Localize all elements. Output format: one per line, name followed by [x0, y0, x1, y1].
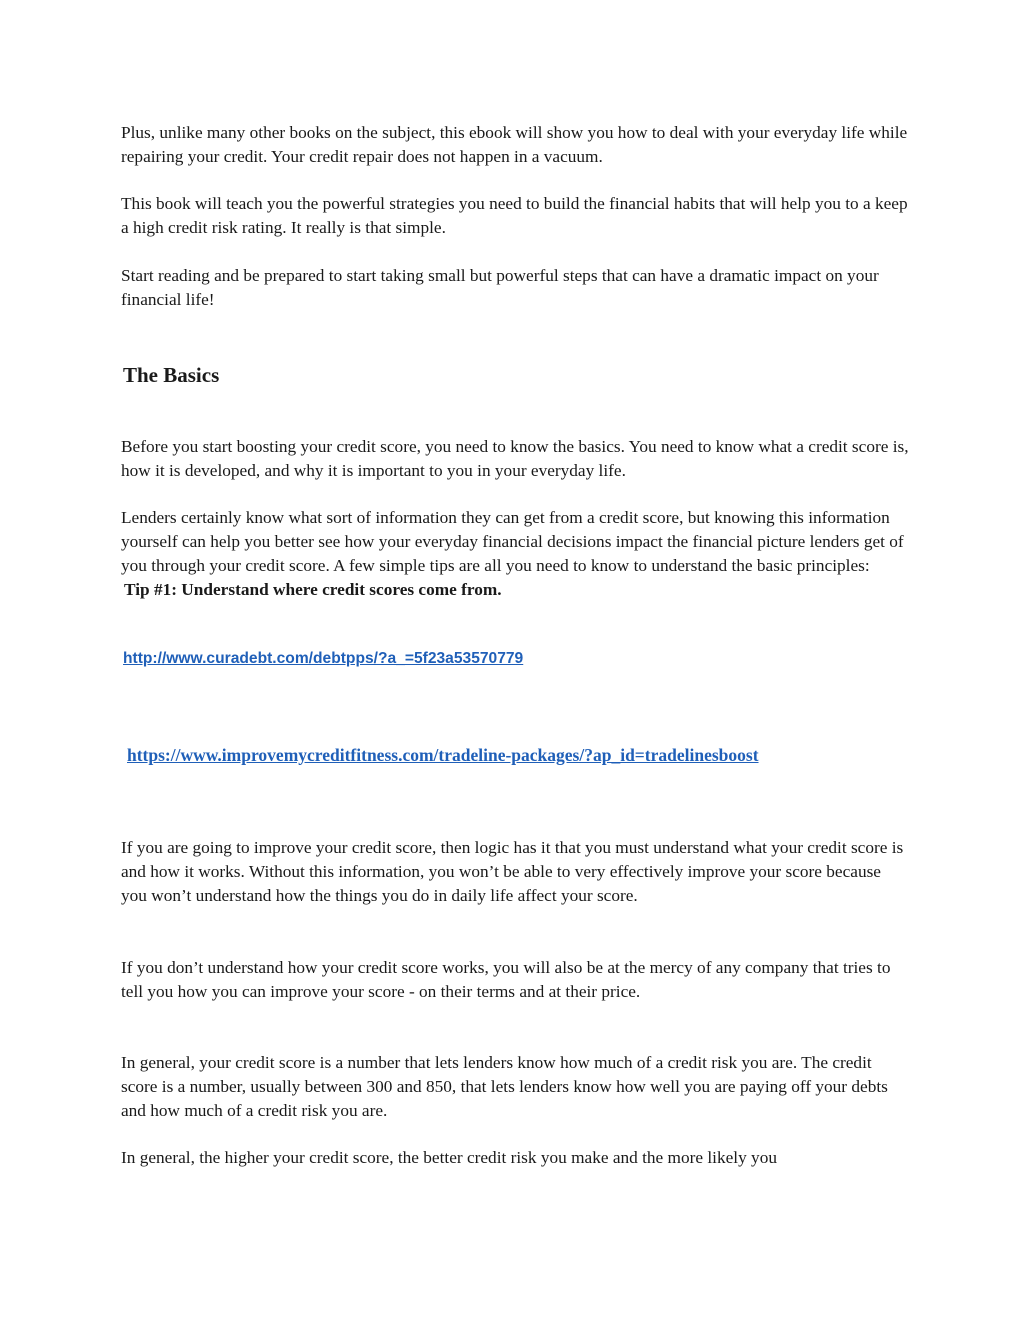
paragraph-lenders-group [121, 506, 911, 602]
curadebt-link[interactable]: http://www.curadebt.com/debtpps/?a_=5f23a53570779 [123, 650, 524, 667]
paragraph-basics: Before you start boosting your credit score, you need to know the basics. You need to know what a credit score is, how it is developed, and why it is important to you in your everyday life. [121, 437, 909, 480]
tradeline-link[interactable]: https://www.improvemycreditfitness.com/tradeline-packages/?ap_id=tradelinesboost [127, 745, 759, 765]
paragraph-mercy: If you don’t understand how your credit score works, you will also be at the mercy of any company that tries to tell you how you can improve your score - on their terms and at their price. [121, 958, 891, 1001]
paragraph-lenders: Lenders certainly know what sort of information they can get from a credit score, but knowing this information yourself can help you better see how your everyday financial decisions impact the financial picture lenders get of you through your credit score. A few simple tips are all you need to know to understand the basic principles: [121, 508, 904, 575]
paragraph-strategies: This book will teach you the powerful strategies you need to build the financial habits that will help you to a keep a high credit risk rating. It really is that simple. [121, 194, 908, 237]
paragraph-start-reading: Start reading and be prepared to start taking small but powerful steps that can have a dramatic impact on your financial life! [121, 266, 879, 309]
paragraph-improve-score: If you are going to improve your credit score, then logic has it that you must understand what your credit score is and how it works. Without this information, you won’t be able to very effectively improve your score because you won’t understand how the things you do in daily life affect your score. [121, 838, 904, 905]
section-heading: The Basics [123, 363, 220, 387]
tip-heading: Tip #1: Understand where credit scores come from. [124, 580, 502, 599]
paragraph-score-definition: In general, your credit score is a number that lets lenders know how much of a credit risk you are. The credit score is a number, usually between 300 and 850, that lets lenders know how well you are paying off your debts and how much of a credit risk you are. [121, 1053, 888, 1120]
paragraph-intro-ebook: Plus, unlike many other books on the subject, this ebook will show you how to deal with your everyday life while repairing your credit. Your credit repair does not happen in a vacuum. [121, 123, 908, 166]
paragraph-higher-score: In general, the higher your credit score, the better credit risk you make and the more likely you [121, 1148, 777, 1167]
